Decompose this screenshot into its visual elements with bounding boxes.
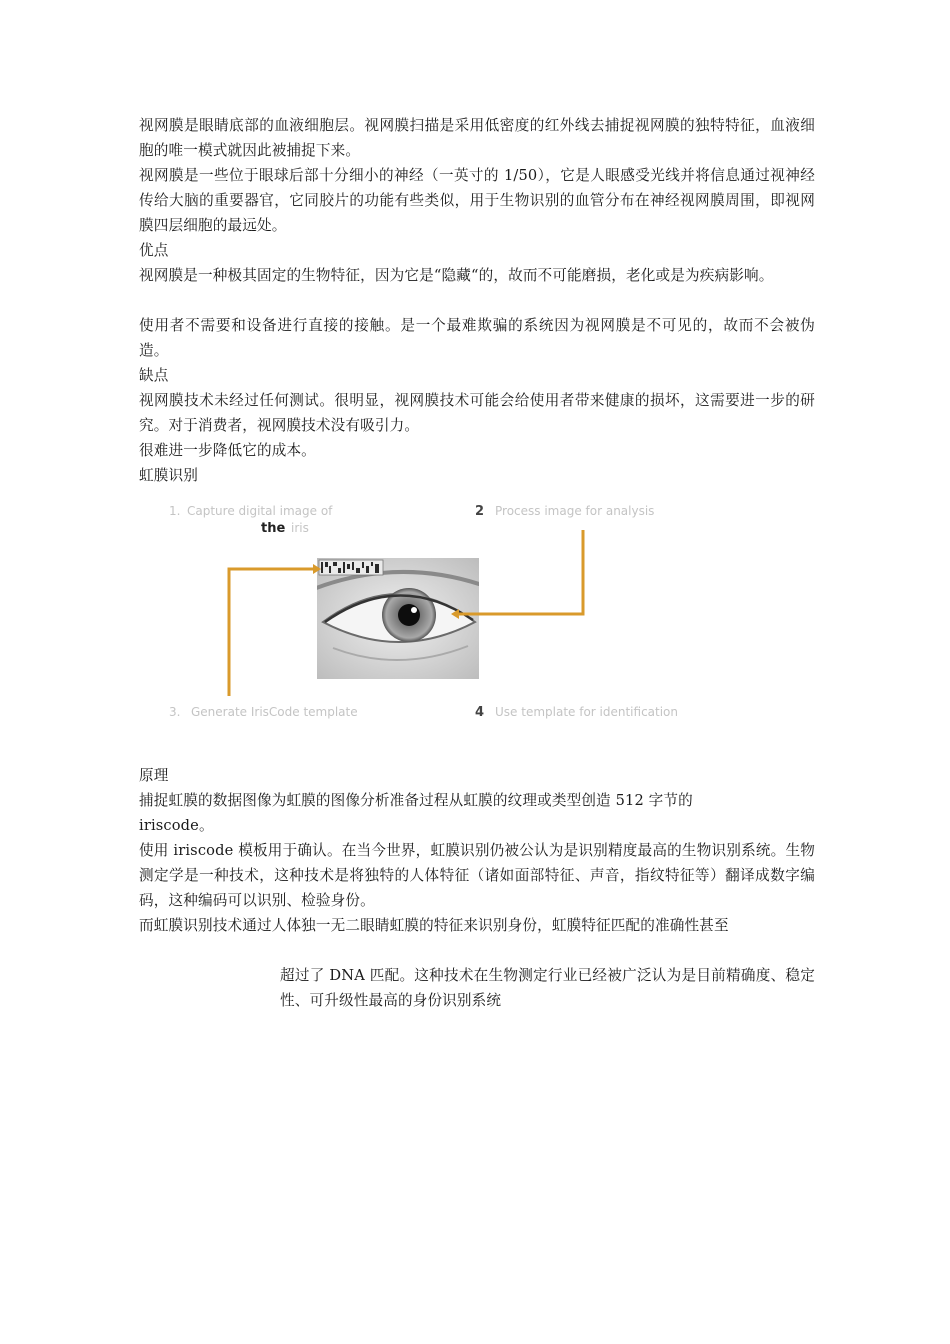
iriscode-thumbnail (319, 560, 383, 575)
step-3-text: Generate IrisCode template (191, 705, 358, 719)
disadvantages-heading: 缺点 (139, 367, 169, 384)
step-4-text: Use template for identification (495, 705, 679, 719)
iris-accuracy-paragraph: 而虹膜识别技术通过人体独一无二眼睛虹膜的特征来识别身份，虹膜特征匹配的准确性甚至 (139, 917, 729, 934)
iris-recognition-heading: 虹膜识别 (139, 467, 198, 484)
dna-comparison-paragraph: 超过了 DNA 匹配。这种技术在生物测定行业已经被广泛认为是目前精确度、稳定性、可升级性最高的身份识别系统 (280, 967, 815, 1009)
arrow-step3-to-code (229, 569, 313, 696)
advantage-1-paragraph: 视网膜是一种极其固定的生物特征，因为它是“隐藏“的，故而不可能磨损，老化或是为疾病影响。 (139, 267, 774, 284)
step-2-number: 2 (475, 504, 485, 519)
step-1-text: Capture digital image of (187, 504, 333, 518)
iriscode-usage-paragraph: 使用 iriscode 模板用于确认。在当今世界，虹膜识别仍被公认为是识别精度最高的生物识别系统。生物测定学是一种技术，这种技术是将独特的人体特征（诸如面部特征、声音，指纹特征等）翻译成数字编码，这种编码可以识别、检验身份。 (139, 842, 815, 909)
step-2-text: Process image for analysis (495, 504, 655, 518)
step-3-number: 3. (169, 705, 181, 719)
retina-nerve-paragraph: 视网膜是一些位于眼球后部十分细小的神经（一英寸的 1/50），它是人眼感受光线并将信息通过视神经传给大脑的重要器官，它同胶片的功能有些类似，用于生物识别的血管分布在神经视网膜周围，即视网膜四层细胞的最远处。 (139, 167, 815, 234)
disadvantage-2-paragraph: 很难进一步降低它的成本。 (139, 442, 316, 459)
iris-recognition-figure (163, 498, 679, 754)
step-4-number: 4 (475, 705, 485, 720)
step-1-tail: iris (291, 521, 309, 535)
principle-paragraph-line1: 捕捉虹膜的数据图像为虹膜的图像分析准备过程从虹膜的纹理或类型创造 512 字节的 (139, 792, 693, 809)
principle-heading: 原理 (139, 767, 169, 784)
step-1-bold-word: the (261, 521, 286, 536)
disadvantage-1-paragraph: 视网膜技术未经过任何测试。很明显，视网膜技术可能会给使用者带来健康的损坏，这需要进一步的研究。对于消费者，视网膜技术没有吸引力。 (139, 392, 815, 434)
advantage-2-paragraph: 使用者不需要和设备进行直接的接触。是一个最难欺骗的系统因为视网膜是不可见的，故而不会被伪造。 (139, 317, 815, 359)
advantages-heading: 优点 (139, 242, 169, 259)
step-1-number: 1. (169, 504, 181, 518)
retina-intro-paragraph: 视网膜是眼睛底部的血液细胞层。视网膜扫描是采用低密度的红外线去捕捉视网膜的独特特征，血液细胞的唯一模式就因此被捕捉下来。 (139, 117, 815, 159)
principle-paragraph-line2: iriscode。 (139, 817, 214, 834)
